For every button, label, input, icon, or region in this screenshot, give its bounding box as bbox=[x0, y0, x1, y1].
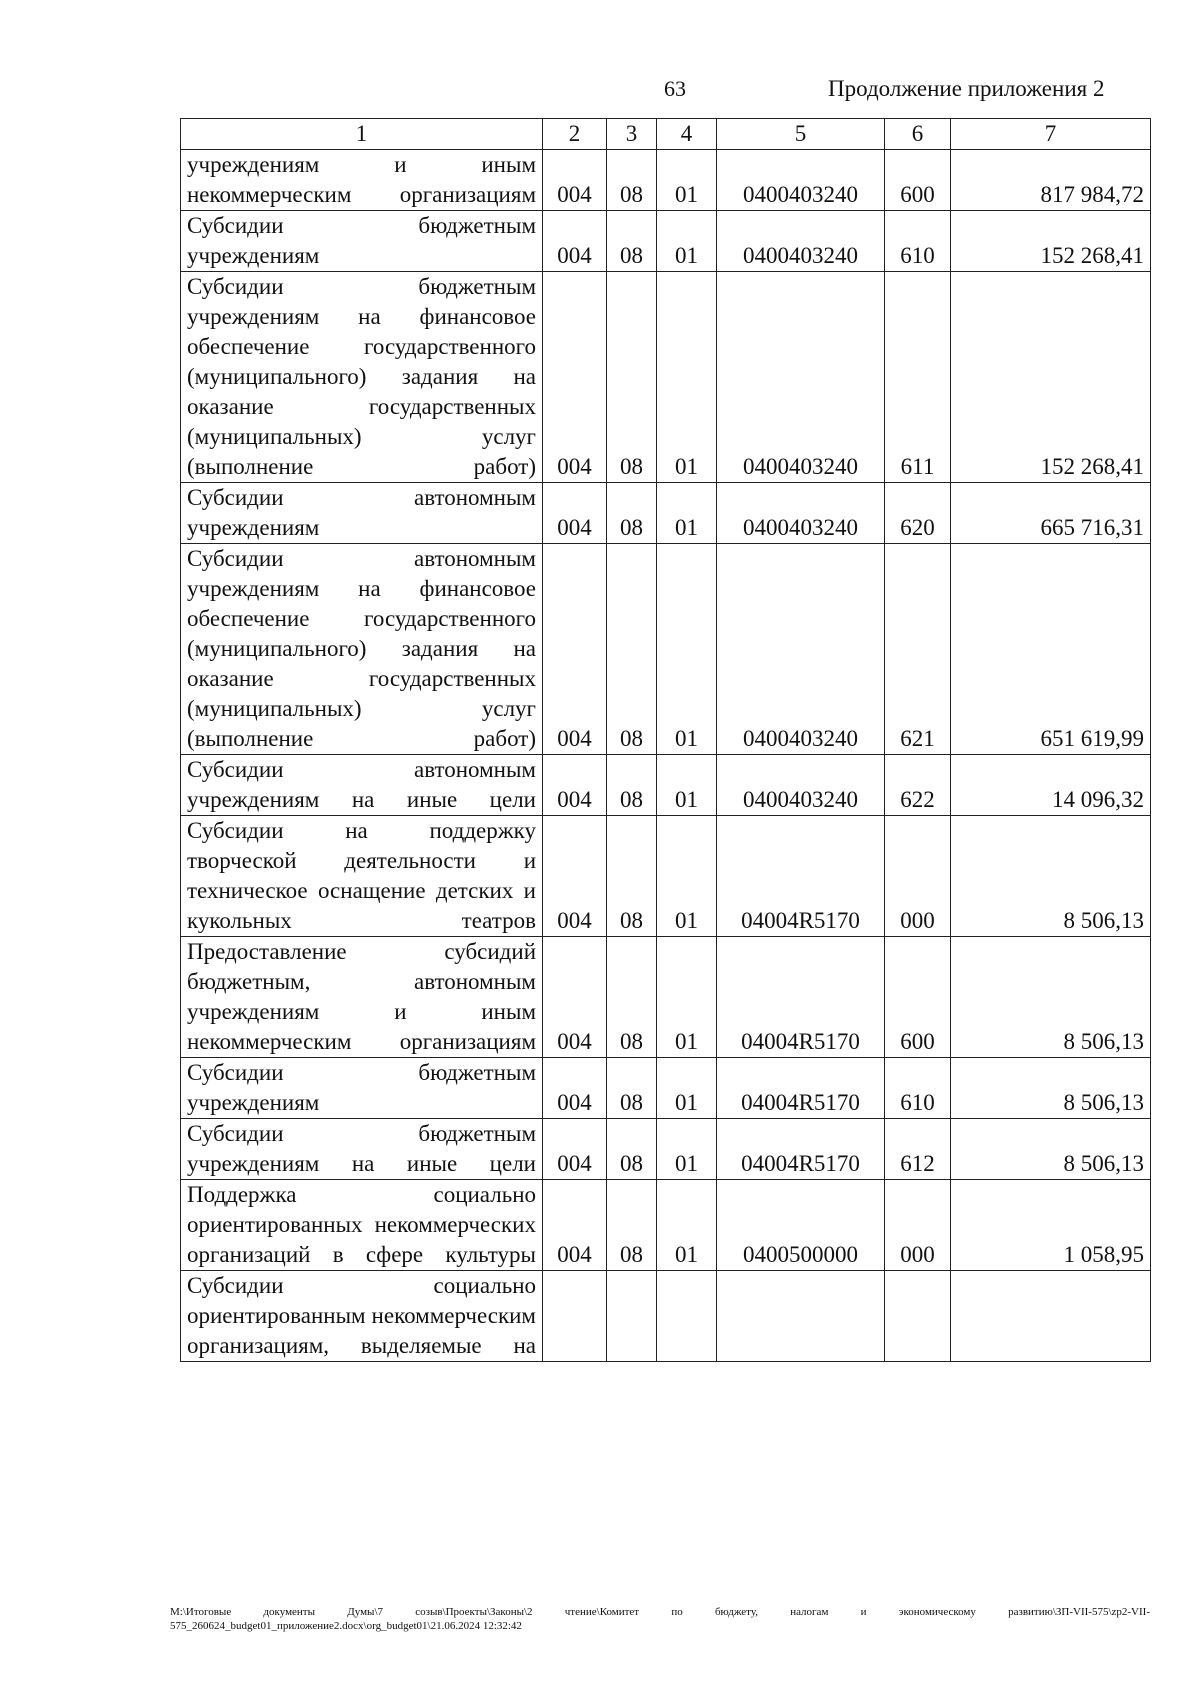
row-code-3: 08 bbox=[607, 755, 657, 816]
row-code-4: 01 bbox=[657, 483, 717, 544]
row-description: Субсидии социально ориентированным некоммерческим организациям, выделяемые на bbox=[181, 1271, 543, 1362]
row-amount: 8 506,13 bbox=[951, 1058, 1151, 1119]
table-row bbox=[181, 272, 1151, 483]
row-amount: 8 506,13 bbox=[951, 937, 1151, 1058]
row-code-5: 0400500000 bbox=[717, 1180, 885, 1271]
table-row bbox=[181, 1271, 1151, 1362]
table-row bbox=[181, 755, 1151, 816]
budget-table bbox=[180, 118, 1151, 1362]
row-code-2: 004 bbox=[543, 1119, 607, 1180]
row-code-6: 612 bbox=[885, 1119, 951, 1180]
row-code-6: 600 bbox=[885, 937, 951, 1058]
row-description: Субсидии на поддержку творческой деятельности и техническое оснащение детских и кукольных театров bbox=[181, 816, 543, 937]
row-code-2: 004 bbox=[543, 272, 607, 483]
row-description: Субсидии бюджетным учреждениям bbox=[181, 211, 543, 272]
row-code-4: 01 bbox=[657, 150, 717, 211]
table-row bbox=[181, 1058, 1151, 1119]
row-code-3: 08 bbox=[607, 483, 657, 544]
row-code-5: 0400403240 bbox=[717, 483, 885, 544]
column-header: 5 bbox=[717, 119, 885, 150]
row-code-3: 08 bbox=[607, 1119, 657, 1180]
row-code-4 bbox=[657, 1271, 717, 1362]
row-code-6: 621 bbox=[885, 544, 951, 755]
row-code-4: 01 bbox=[657, 544, 717, 755]
footer-file-path: M:\Итоговые документы Думы\7 созыв\Проекты\Законы\2 чтение\Комитет по бюджету, налогам и экономическому развитию\ЗП-VII-575\zp2-VII-575_260624_budget01_приложение2.docx\org_budget01\21.06.2024 12:32:42 bbox=[170, 1606, 1150, 1632]
row-code-4: 01 bbox=[657, 1180, 717, 1271]
table-row bbox=[181, 816, 1151, 937]
row-amount: 8 506,13 bbox=[951, 1119, 1151, 1180]
row-code-6: 610 bbox=[885, 211, 951, 272]
row-amount: 817 984,72 bbox=[951, 150, 1151, 211]
table-row bbox=[181, 937, 1151, 1058]
row-code-4: 01 bbox=[657, 1058, 717, 1119]
row-amount: 152 268,41 bbox=[951, 211, 1151, 272]
column-header: 4 bbox=[657, 119, 717, 150]
row-amount: 665 716,31 bbox=[951, 483, 1151, 544]
table-row bbox=[181, 1180, 1151, 1271]
row-code-6: 622 bbox=[885, 755, 951, 816]
row-code-2: 004 bbox=[543, 150, 607, 211]
row-code-5: 04004R5170 bbox=[717, 937, 885, 1058]
row-code-4: 01 bbox=[657, 272, 717, 483]
row-code-5: 0400403240 bbox=[717, 755, 885, 816]
table-header-row bbox=[181, 119, 1151, 150]
row-code-3: 08 bbox=[607, 1058, 657, 1119]
row-description: Субсидии автономным учреждениям bbox=[181, 483, 543, 544]
row-code-3: 08 bbox=[607, 272, 657, 483]
row-code-5: 04004R5170 bbox=[717, 1119, 885, 1180]
row-code-3: 08 bbox=[607, 211, 657, 272]
row-amount: 8 506,13 bbox=[951, 816, 1151, 937]
row-code-3: 08 bbox=[607, 150, 657, 211]
row-code-6: 600 bbox=[885, 150, 951, 211]
row-code-3: 08 bbox=[607, 1180, 657, 1271]
continuation-label: Продолжение приложения 2 bbox=[828, 76, 1105, 101]
row-code-2: 004 bbox=[543, 211, 607, 272]
row-description: учреждениям и иным некоммерческим организациям bbox=[181, 150, 543, 211]
row-description: Субсидии бюджетным учреждениям на финансовое обеспечение государственного (муниципального) задания на оказание государственных (муниципальных) услуг (выполнение работ) bbox=[181, 272, 543, 483]
row-code-4: 01 bbox=[657, 1119, 717, 1180]
row-code-4: 01 bbox=[657, 211, 717, 272]
row-code-4: 01 bbox=[657, 816, 717, 937]
column-header: 2 bbox=[543, 119, 607, 150]
column-header: 3 bbox=[607, 119, 657, 150]
table-row bbox=[181, 1119, 1151, 1180]
row-amount: 651 619,99 bbox=[951, 544, 1151, 755]
row-code-5: 0400403240 bbox=[717, 211, 885, 272]
row-code-5: 0400403240 bbox=[717, 544, 885, 755]
row-code-6: 610 bbox=[885, 1058, 951, 1119]
row-code-3 bbox=[607, 1271, 657, 1362]
page-number: 63 bbox=[664, 76, 686, 101]
column-header: 1 bbox=[181, 119, 543, 150]
table-row bbox=[181, 544, 1151, 755]
row-code-6: 620 bbox=[885, 483, 951, 544]
column-header: 7 bbox=[951, 119, 1151, 150]
row-amount: 1 058,95 bbox=[951, 1180, 1151, 1271]
row-code-2 bbox=[543, 1271, 607, 1362]
row-description: Субсидии бюджетным учреждениям на иные цели bbox=[181, 1119, 543, 1180]
column-header: 6 bbox=[885, 119, 951, 150]
row-code-6: 611 bbox=[885, 272, 951, 483]
table-row bbox=[181, 150, 1151, 211]
row-amount bbox=[951, 1271, 1151, 1362]
row-code-3: 08 bbox=[607, 937, 657, 1058]
row-code-2: 004 bbox=[543, 755, 607, 816]
table-row bbox=[181, 483, 1151, 544]
row-code-2: 004 bbox=[543, 1180, 607, 1271]
row-description: Субсидии автономным учреждениям на иные цели bbox=[181, 755, 543, 816]
row-code-5 bbox=[717, 1271, 885, 1362]
row-description: Субсидии бюджетным учреждениям bbox=[181, 1058, 543, 1119]
row-code-2: 004 bbox=[543, 483, 607, 544]
row-amount: 152 268,41 bbox=[951, 272, 1151, 483]
row-code-2: 004 bbox=[543, 544, 607, 755]
row-code-3: 08 bbox=[607, 816, 657, 937]
row-description: Предоставление субсидий бюджетным, автономным учреждениям и иным некоммерческим организациям bbox=[181, 937, 543, 1058]
row-code-2: 004 bbox=[543, 1058, 607, 1119]
row-code-6: 000 bbox=[885, 816, 951, 937]
row-code-5: 0400403240 bbox=[717, 272, 885, 483]
row-amount: 14 096,32 bbox=[951, 755, 1151, 816]
row-description: Поддержка социально ориентированных некоммерческих организаций в сфере культуры bbox=[181, 1180, 543, 1271]
row-code-6: 000 bbox=[885, 1180, 951, 1271]
row-code-5: 04004R5170 bbox=[717, 1058, 885, 1119]
row-description: Субсидии автономным учреждениям на финансовое обеспечение государственного (муниципального) задания на оказание государственных (муниципальных) услуг (выполнение работ) bbox=[181, 544, 543, 755]
row-code-2: 004 bbox=[543, 937, 607, 1058]
row-code-5: 04004R5170 bbox=[717, 816, 885, 937]
row-code-6 bbox=[885, 1271, 951, 1362]
table-row bbox=[181, 211, 1151, 272]
row-code-3: 08 bbox=[607, 544, 657, 755]
row-code-2: 004 bbox=[543, 816, 607, 937]
row-code-4: 01 bbox=[657, 937, 717, 1058]
row-code-5: 0400403240 bbox=[717, 150, 885, 211]
row-code-4: 01 bbox=[657, 755, 717, 816]
